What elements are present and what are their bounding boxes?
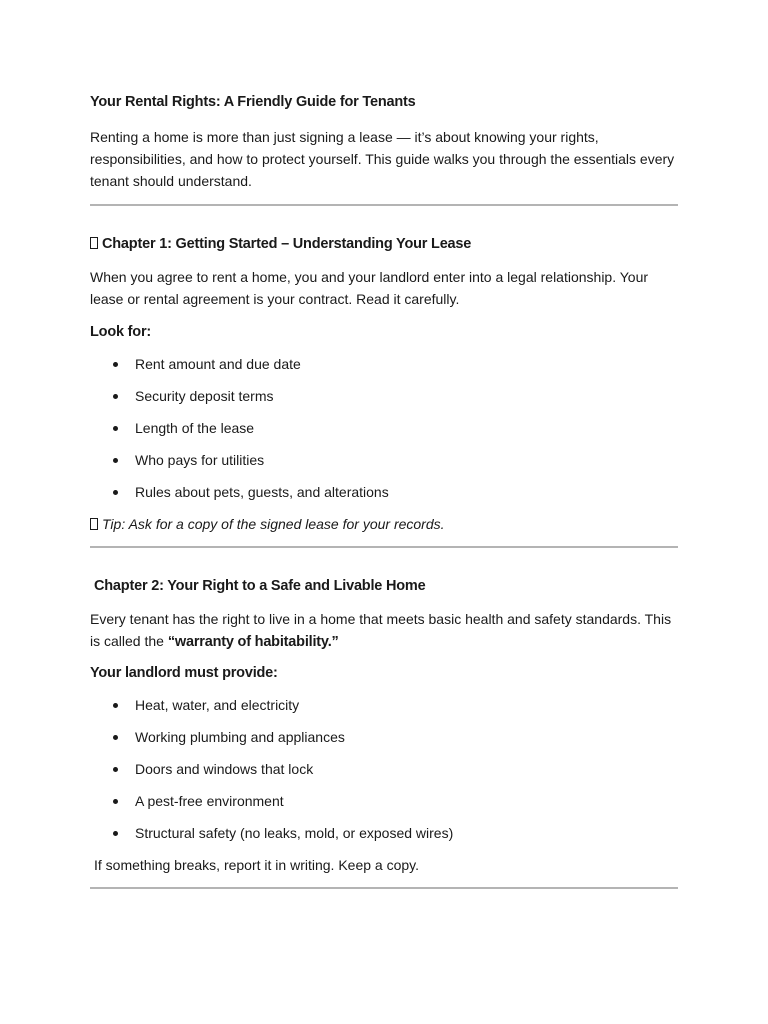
list-item-text: Who pays for utilities: [135, 452, 265, 468]
tip-line: [90, 514, 678, 534]
list-item-text: Security deposit terms: [135, 388, 274, 404]
list-item: [90, 727, 678, 759]
chapter-2-heading: Chapter 2: Your Right to a Safe and Livable Home: [94, 578, 426, 594]
tip-text: Tip: Ask for a copy of the signed lease for your records.: [102, 516, 445, 532]
bullet-icon: [113, 426, 118, 431]
chapter-2-body: [90, 608, 678, 653]
list-item: [90, 482, 678, 514]
list-item: [90, 450, 678, 482]
list-item: [90, 695, 678, 727]
bullet-icon: [113, 799, 118, 804]
list-item-text: Rules about pets, guests, and alterations: [135, 484, 389, 500]
divider: [90, 204, 678, 206]
bullet-icon: [113, 703, 118, 708]
bullet-icon: [113, 394, 118, 399]
intro-paragraph: Renting a home is more than just signing a lease — it’s about knowing your rights, responsibilities, and how to protect yourself. This guide walks you through the essentials every tenant should understand.: [90, 129, 675, 189]
page-title: Your Rental Rights: A Friendly Guide for Tenants: [90, 94, 416, 110]
box-placeholder-icon: [90, 237, 98, 249]
chapter-2-body-text: Every tenant has the right to live in a home that meets basic health and safety standards. This is called the: [90, 611, 672, 649]
look-for-list: [90, 354, 678, 514]
list-item: [90, 354, 678, 386]
box-placeholder-icon: [90, 518, 98, 530]
bullet-icon: [113, 362, 118, 367]
list-item-text: Heat, water, and electricity: [135, 697, 300, 713]
provide-list: [90, 695, 678, 855]
bullet-icon: [113, 767, 118, 772]
document-content: [90, 92, 678, 889]
bullet-icon: [113, 831, 118, 836]
bullet-icon: [113, 458, 118, 463]
list-item-text: Working plumbing and appliances: [135, 729, 345, 745]
divider: [90, 887, 678, 889]
list-item-text: Rent amount and due date: [135, 356, 301, 372]
divider: [90, 546, 678, 548]
list-item-text: Structural safety (no leaks, mold, or exposed wires): [135, 825, 454, 841]
chapter-1-body: When you agree to rent a home, you and your landlord enter into a legal relationship. Your lease or rental agreement is your contract. Read it carefully.: [90, 269, 649, 307]
report-note: If something breaks, report it in writing. Keep a copy.: [94, 857, 420, 873]
provide-label: Your landlord must provide:: [90, 665, 278, 681]
list-item-text: Length of the lease: [135, 420, 255, 436]
chapter-1-heading-text: Chapter 1: Getting Started – Understanding Your Lease: [102, 236, 472, 252]
list-item: [90, 791, 678, 823]
bullet-icon: [113, 490, 118, 495]
bullet-icon: [113, 735, 118, 740]
list-item: [90, 386, 678, 418]
list-item-text: Doors and windows that lock: [135, 761, 314, 777]
look-for-label: Look for:: [90, 324, 152, 340]
habitability-term: “warranty of habitability.”: [167, 634, 339, 650]
chapter-1-heading: [90, 234, 678, 254]
list-item-text: A pest-free environment: [135, 793, 284, 809]
list-item: [90, 759, 678, 791]
list-item: [90, 418, 678, 450]
list-item: [90, 823, 678, 855]
